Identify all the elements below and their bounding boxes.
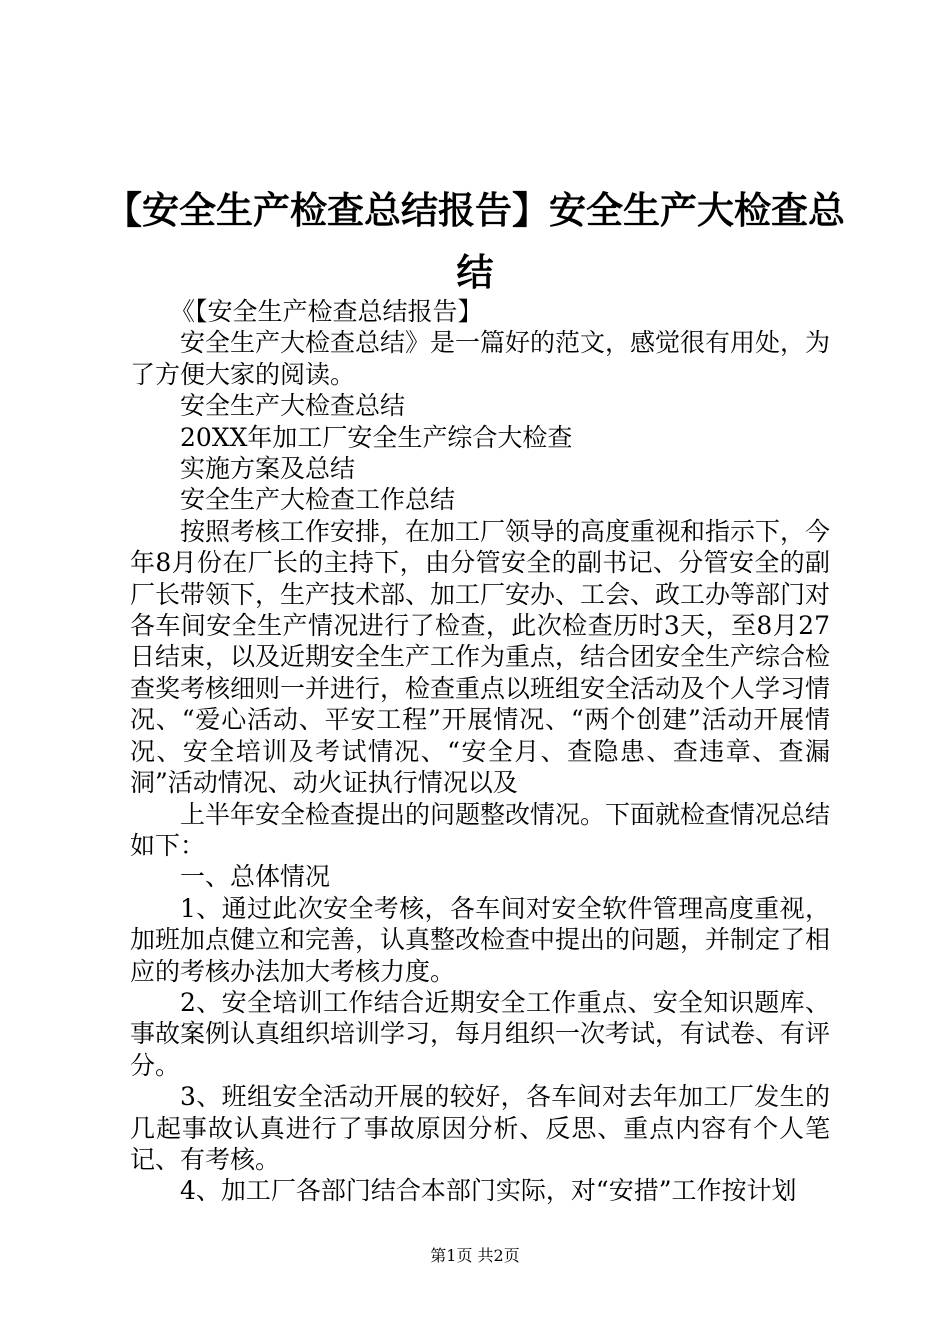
paragraph: 实施方案及总结 xyxy=(180,454,356,484)
paragraph: 安全生产大检查总结》是一篇好的范文，感觉很有用处，为了方便大家的阅读。 xyxy=(130,328,831,389)
paragraph: 安全生产大检查工作总结 xyxy=(180,485,456,515)
page-number: 第1页 共2页 xyxy=(430,1246,520,1265)
paragraph: 安全生产大检查总结 xyxy=(180,391,406,421)
section-heading: 一、总体情况 xyxy=(180,862,331,892)
paragraph: 20XX年加工厂安全生产综合大检查 xyxy=(180,422,573,452)
paragraph: 1、通过此次安全考核，各车间对安全软件管理高度重视，加班加点健立和完善，认真整改检查中提出的问题，并制定了相应的考核办法加大考核力度。 xyxy=(130,893,831,986)
paragraph: 2、安全培训工作结合近期安全工作重点、安全知识题库、事故案例认真组织培训学习，每月组织一次考试，有试卷、有评分。 xyxy=(130,987,831,1080)
paragraph: 3、班组安全活动开展的较好，各车间对去年加工厂发生的几起事故认真进行了事故原因分析、反思、重点内容有个人笔记、有考核。 xyxy=(130,1082,830,1174)
document-title: 【安全生产检查总结报告】安全生产大检查总结 xyxy=(105,189,845,294)
document-body xyxy=(130,296,830,1207)
paragraph: 上半年安全检查提出的问题整改情况。下面就检查情况总结如下： xyxy=(130,799,831,860)
paragraph: 《【安全生产检查总结报告】 xyxy=(170,297,483,326)
paragraph: 4、加工厂各部门结合本部门实际，对“安措”工作按计划 xyxy=(180,1176,797,1206)
paragraph: 按照考核工作安排，在加工厂领导的高度重视和指示下，今年8月份在厂长的主持下，由分管安全的副书记、分管安全的副厂长带领下，生产技术部、加工厂安办、工会、政工办等部门对各车间安全生产情况进行了检查，此次检查历时3天，至8月27日结束，以及近期安全生产工作为重点，结合团安全生产综合检查奖考核细则一并进行，检查重点以班组安全活动及个人学习情况、“爱心活动、平安工程”开展情况、“两个创建”活动开展情况、安全培训及考试情况、“安全月、查隐患、查违章、查漏洞”活动情况、动火证执行情况以及 xyxy=(130,516,831,798)
